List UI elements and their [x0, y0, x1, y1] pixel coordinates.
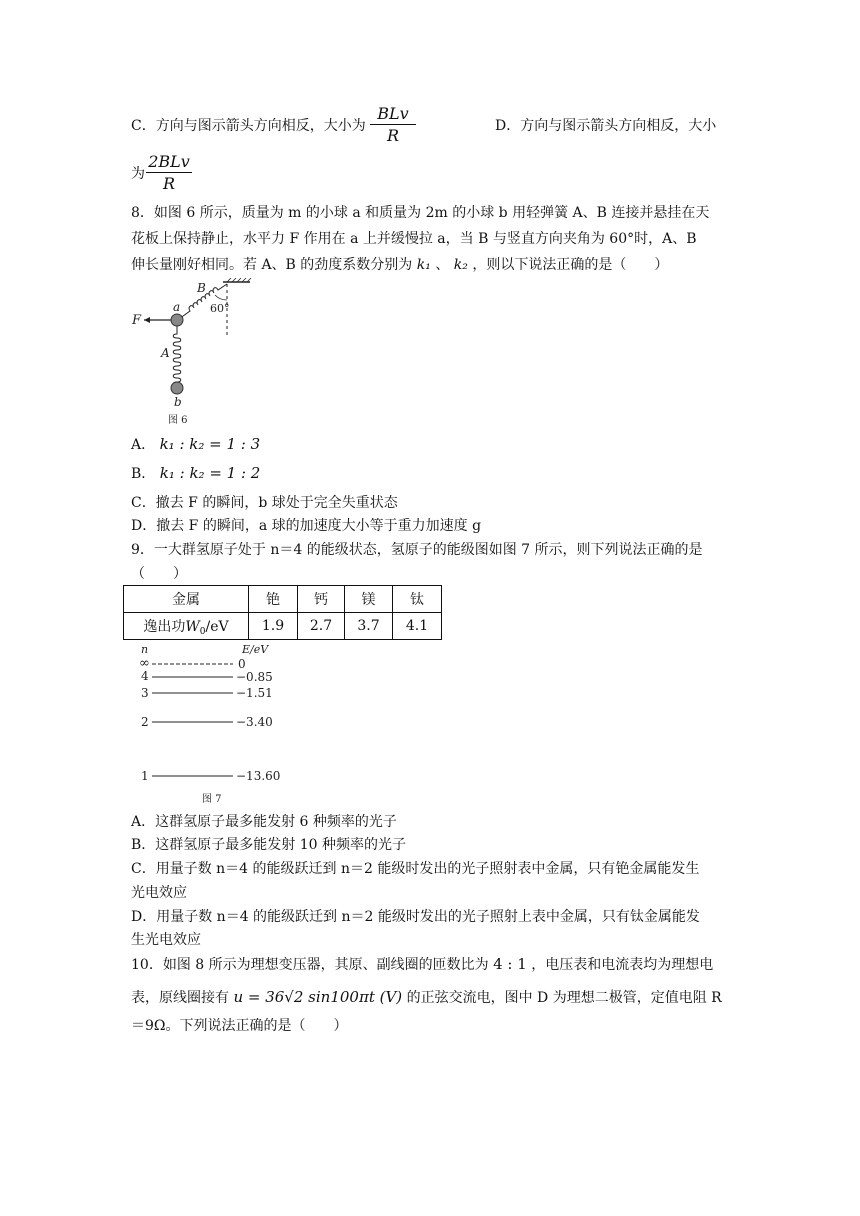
q8-option-d: D．撤去 F 的瞬间，a 球的加速度大小等于重力加速度 g: [131, 518, 482, 534]
q9-option-a: A．这群氢原子最多能发射 6 种频率的光子: [131, 814, 397, 830]
q8-stem-line2: 花板上保持静止，水平力 F 作用在 a 上并缓慢拉 a，当 B 与竖直方向夹角为 60°时，A、B: [131, 231, 697, 247]
q10-stem-line2-a: 表，原线圈接有: [131, 990, 229, 1006]
figure-6-caption: 图 6: [168, 415, 188, 426]
option-expression: k₁ : k₂ = 1 : 2: [159, 464, 261, 482]
q10-stem-line1-a: 10．如图 8 所示为理想变压器，其原、副线圈的匝数比为: [131, 957, 489, 973]
fraction-numerator: 2BLv: [148, 152, 190, 171]
fraction-bar: [146, 172, 192, 173]
label-F: F: [132, 313, 142, 328]
k1-symbol: k₁: [416, 257, 431, 273]
q9-option-b: B．这群氢原子最多能发射 10 种频率的光子: [131, 837, 407, 853]
level-n-label: ∞: [139, 656, 150, 671]
axis-n-label: n: [141, 643, 149, 656]
table-header-cell: 铯: [249, 586, 298, 613]
turns-ratio: 4 : 1: [493, 955, 527, 973]
fraction-denominator: R: [162, 174, 176, 194]
table-cell: 2.7: [298, 613, 345, 640]
level-n-label: 4: [141, 669, 149, 683]
angle-arc: [215, 295, 227, 300]
label-a: a: [173, 300, 181, 314]
table-header-row: [124, 586, 442, 613]
q8-stem-line3-b: 、: [435, 257, 450, 273]
option-letter: A．: [131, 437, 156, 453]
table-cell: 4.1: [393, 613, 442, 640]
row-label-text: 逸出功: [143, 618, 186, 635]
q8-stem-line3-c: ，则以下说法正确的是（ ）: [472, 257, 669, 273]
ball-b: [171, 382, 183, 394]
table-header-cell: 钙: [298, 586, 345, 613]
axis-E-label: E/eV: [242, 643, 269, 656]
q7-option-d-fraction: [146, 152, 192, 193]
k2-symbol: k₂: [453, 257, 468, 273]
label-A: A: [161, 346, 170, 360]
level-n-label: 2: [141, 715, 149, 729]
q7-option-c-fraction: [370, 104, 416, 145]
q10-stem-line1: [131, 957, 713, 972]
level-E-label: 0: [238, 657, 246, 671]
fraction-denominator: R: [386, 126, 400, 146]
q9-option-c-line1: C．用量子数 n＝4 的能级跃迁到 n＝2 能级时发出的光子照射表中金属，只有铯金属能发生: [131, 861, 700, 877]
table-header-cell: 镁: [345, 586, 393, 613]
ball-a: [171, 314, 183, 326]
level-E-label: −1.51: [236, 686, 273, 700]
table-header-cell: 金属: [124, 586, 249, 613]
q7-option-d: D．方向与图示箭头方向相反，大小: [495, 118, 717, 134]
q9-option-c-line2: 光电效应: [131, 885, 187, 901]
q8-option-a: [131, 437, 260, 452]
option-expression: k₁ : k₂ = 1 : 3: [159, 435, 261, 453]
table-header-cell: 钛: [393, 586, 442, 613]
q8-stem-line1: 8．如图 6 所示，质量为 m 的小球 a 和质量为 2m 的小球 b 用轻弹簧 A、B 连接并悬挂在天: [131, 205, 710, 221]
figure-7-energy-levels: [130, 640, 290, 808]
label-b: b: [174, 395, 182, 409]
figure-7-caption: 图 7: [202, 794, 222, 805]
table-row-label: [124, 613, 249, 640]
row-label-unit: /eV: [205, 618, 229, 635]
voltage-formula: u = 36√2 sin100πt (V): [233, 988, 403, 1006]
q9-option-d-line2: 生光电效应: [131, 932, 201, 948]
level-E-label: −3.40: [236, 715, 273, 729]
level-n-label: 1: [141, 769, 149, 783]
figure-6-spring-diagram: [130, 278, 260, 428]
label-B: B: [197, 281, 206, 295]
table-cell: 1.9: [249, 613, 298, 640]
q10-stem-line2: [131, 990, 722, 1005]
level-E-label: −13.60: [236, 769, 281, 783]
q10-stem-line2-b: 的正弦交流电，图中 D 为理想二极管，定值电阻 R: [406, 990, 722, 1006]
q8-option-c: C．撤去 F 的瞬间，b 球处于完全失重状态: [131, 495, 398, 511]
row-label-subscript: 0: [199, 626, 206, 637]
label-angle: 60°: [210, 302, 230, 315]
level-n-label: 3: [141, 686, 149, 700]
q7-option-c: C．方向与图示箭头方向相反，大小为: [131, 118, 366, 134]
arrowhead-icon: [144, 317, 150, 323]
q8-stem-line3-a: 伸长量刚好相同。若 A、B 的劲度系数分别为: [131, 257, 413, 273]
table-cell: 3.7: [345, 613, 393, 640]
fraction-bar: [370, 124, 416, 125]
row-label-symbol: W: [185, 618, 200, 635]
q10-stem-line3: ＝9Ω。下列说法正确的是（ ）: [131, 1018, 348, 1034]
q7-option-d-cont: 为: [131, 166, 145, 182]
q8-stem-line3: [131, 258, 668, 272]
q10-stem-line1-b: ，电压表和电流表均为理想电: [531, 957, 714, 973]
q9-option-d-line1: D．用量子数 n＝4 的能级跃迁到 n＝2 能级时发出的光子照射上表中金属，只有钛金属能发: [131, 909, 700, 925]
spring-A: [173, 326, 181, 386]
fraction-numerator: BLv: [377, 104, 409, 123]
work-function-table: [123, 585, 442, 640]
table-row: [124, 613, 442, 640]
q9-stem-line1: 9．一大群氢原子处于 n＝4 的能级状态，氢原子的能级图如图 7 所示，则下列说法正确的是: [131, 542, 703, 558]
q8-option-b: [131, 466, 260, 481]
q9-stem-line2: （ ）: [131, 566, 187, 582]
level-E-label: −0.85: [236, 670, 273, 684]
option-letter: B．: [131, 466, 156, 482]
